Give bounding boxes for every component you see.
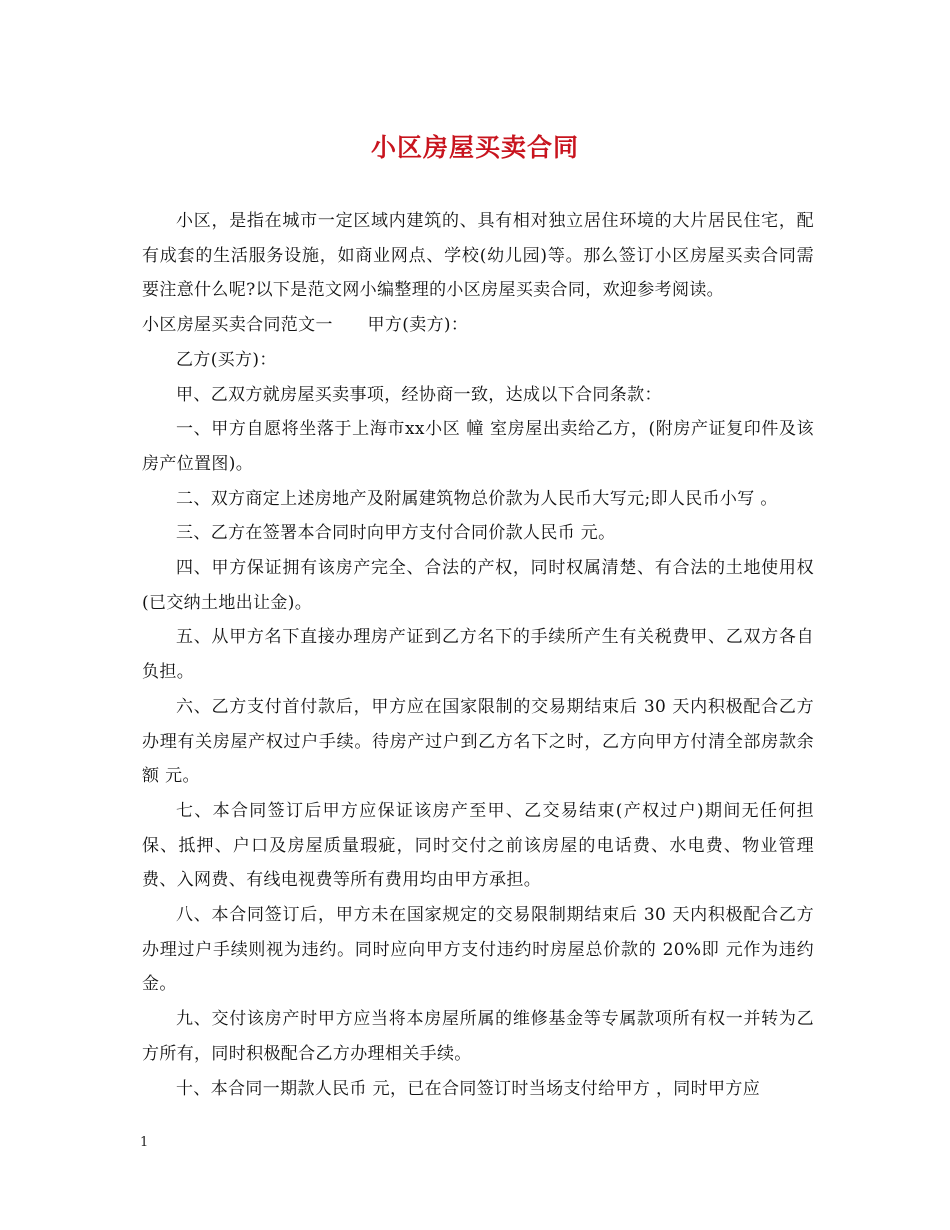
clause-9: 九、交付该房产时甲方应当将本房屋所属的维修基金等专属款项所有权一并转为乙方所有，同时积极配合乙方办理相关手续。 (142, 1009, 814, 1064)
paragraph-intro: 小区，是指在城市一定区域内建筑的、具有相对独立居住环境的大片居民住宅，配有成套的生活服务设施，如商业网点、学校(幼儿园)等。那么签订小区房屋买卖合同需要注意什么呢?以下是范文网小编整理的小区房屋买卖合同，欢迎参考阅读。 (142, 211, 814, 301)
document-body (142, 204, 814, 1106)
paragraph-agreement: 甲、乙双方就房屋买卖事项，经协商一致，达成以下合同条款： (176, 384, 662, 405)
paragraph-party-b: 乙方(买方)： (176, 349, 277, 370)
clause-3: 三、乙方在签署本合同时向甲方支付合同价款人民币 元。 (176, 523, 616, 544)
clause-6: 六、乙方支付首付款后，甲方应在国家限制的交易期结束后 30 天内积极配合乙方办理有关房屋产权过户手续。待房产过户到乙方名下之时，乙方向甲方付清全部房款余额 元。 (142, 696, 814, 787)
clause-5: 五、从甲方名下直接办理房产证到乙方名下的手续所产生有关税费甲、乙双方各自负担。 (142, 627, 814, 683)
clause-4: 四、甲方保证拥有该房产完全、合法的产权，同时权属清楚、有合法的土地使用权(已交纳土地出让金)。 (142, 558, 814, 613)
paragraph-sample-heading: 小区房屋买卖合同范文一 甲方(卖方)： (142, 315, 469, 336)
clause-8: 八、本合同签订后，甲方未在国家规定的交易限制期结束后 30 天内积极配合乙方办理过户手续则视为违约。同时应向甲方支付违约时房屋总价款的 20%即 元作为违约金。 (142, 905, 814, 995)
clause-1: 一、甲方自愿将坐落于上海市xx小区 幢 室房屋出卖给乙方，(附房产证复印件及该房产位置图)。 (142, 419, 814, 474)
page-number: 1 (140, 1135, 149, 1150)
clause-2: 二、双方商定上述房地产及附属建筑物总价款为人民币大写元;即人民币小写 。 (176, 488, 778, 509)
clause-10: 十、本合同一期款人民币 元，已在合同签订时当场支付给甲方 ，同时甲方应 (176, 1078, 761, 1099)
clause-7: 七、本合同签订后甲方应保证该房产至甲、乙交易结束(产权过户)期间无任何担保、抵押、户口及房屋质量瑕疵，同时交付之前该房屋的电话费、水电费、物业管理费、入网费、有线电视费等所有费用均由甲方承担。 (142, 800, 814, 891)
document-title: 小区房屋买卖合同 (370, 133, 579, 162)
